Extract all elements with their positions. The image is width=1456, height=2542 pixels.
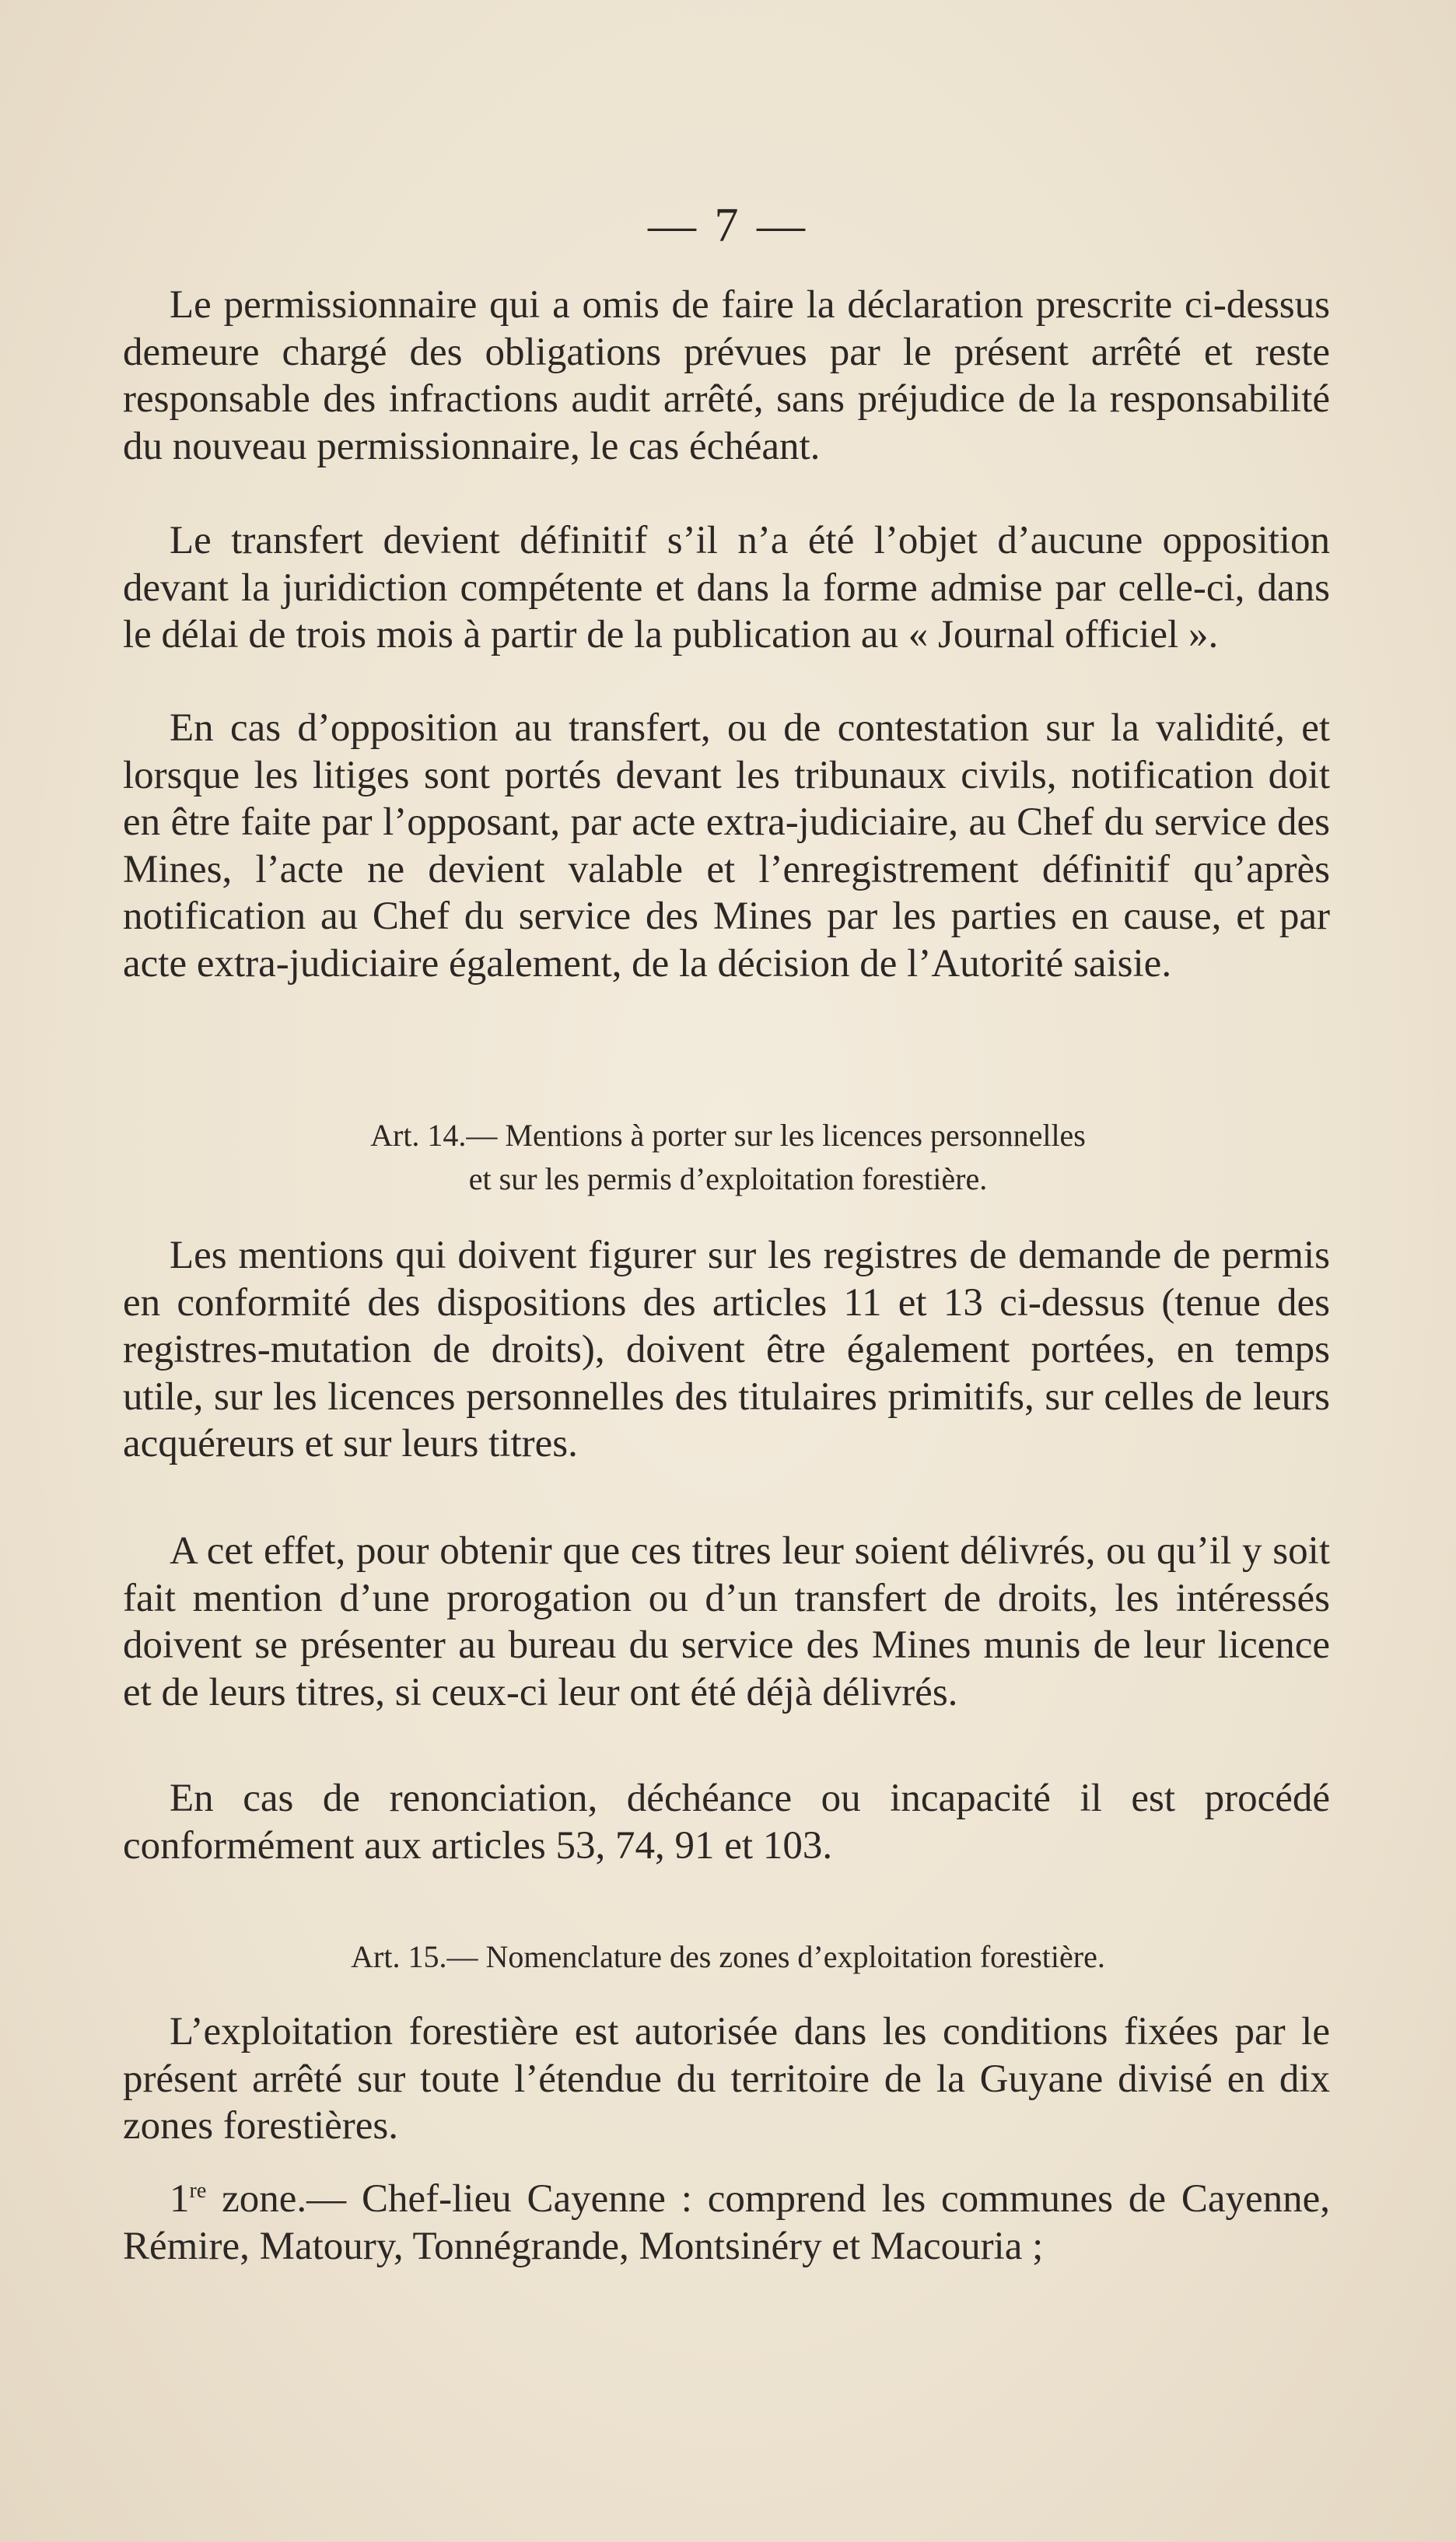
page-number: — 7 — xyxy=(648,199,808,252)
paragraph-zone-1 xyxy=(123,2176,1330,2270)
paragraph-transfert: Le transfert devient définitif s’il n’a été l’objet d’aucune opposition devant la juridiction compétente et dans la forme admise par celle-ci, dans le délai de trois mois à partir de la publication au « Journal officiel ». xyxy=(123,519,1330,657)
zone-1-number: 1 xyxy=(170,2177,190,2221)
paragraph-permissionnaire: Le permissionnaire qui a omis de faire la déclaration prescrite ci-dessus demeure chargé des obligations prévues par le présent arrêté et reste responsable des infractions audit arrêté, sans préjudice de la responsabilité du nouveau permissionnaire, le cas échéant. xyxy=(123,283,1330,468)
paragraph-mentions: Les mentions qui doivent figurer sur les registres de demande de permis en conformité des dispositions des articles 11 et 13 ci-dessus (tenue des registres-mutation de droits), doivent être également portées, en temps utile, sur les licences personnelles des titulaires primitifs, sur celles de leurs acquéreurs et sur leurs titres. xyxy=(123,1234,1330,1465)
paragraph-renonciation: En cas de renonciation, déchéance ou incapacité il est procédé conformément aux articles 53, 74, 91 et 103. xyxy=(123,1777,1330,1868)
paragraph-exploitation: L’exploitation forestière est autorisée dans les conditions fixées par le présent arrêté sur toute l’étendue du territoire de la Guyane divisé en dix zones forestières. xyxy=(123,2010,1330,2148)
article-15-heading-line: Art. 15.— Nomenclature des zones d’exploitation forestière. xyxy=(351,1939,1105,1974)
paragraph-opposition: En cas d’opposition au transfert, ou de contestation sur la validité, et lorsque les litiges sont portés devant les tribunaux civils, notification doit en être faite par l’opposant, par acte extra-judiciaire, au Chef du service des Mines, l’acte ne devient valable et l’enregistrement définitif qu’après notification au Chef du service des Mines par les parties en cause, et par acte extra-judiciaire également, de la décision de l’Autorité saisie. xyxy=(123,706,1330,986)
paragraph-a-cet-effet: A cet effet, pour obtenir que ces titres leur soient délivrés, ou qu’il y soit fait mention d’une prorogation ou d’un transfert de droits, les intéressés doivent se présenter au bureau du service des Mines munis de leur licence et de leurs titres, si ceux-ci leur ont été déjà délivrés. xyxy=(123,1529,1330,1714)
zone-1-text: zone.— Chef-lieu Cayenne : comprend les communes de Cayenne, Rémire, Matoury, Tonnégrande, Montsinéry et Macouria ; xyxy=(123,2177,1330,2268)
article-14-heading-line-1: Art. 14.— Mentions à porter sur les licences personnelles xyxy=(370,1118,1086,1153)
zone-1-superscript: re xyxy=(189,2179,207,2203)
article-15-heading xyxy=(0,1935,1456,1979)
article-14-heading xyxy=(0,1114,1456,1201)
article-14-heading-line-2: et sur les permis d’exploitation forestière. xyxy=(468,1161,988,1196)
